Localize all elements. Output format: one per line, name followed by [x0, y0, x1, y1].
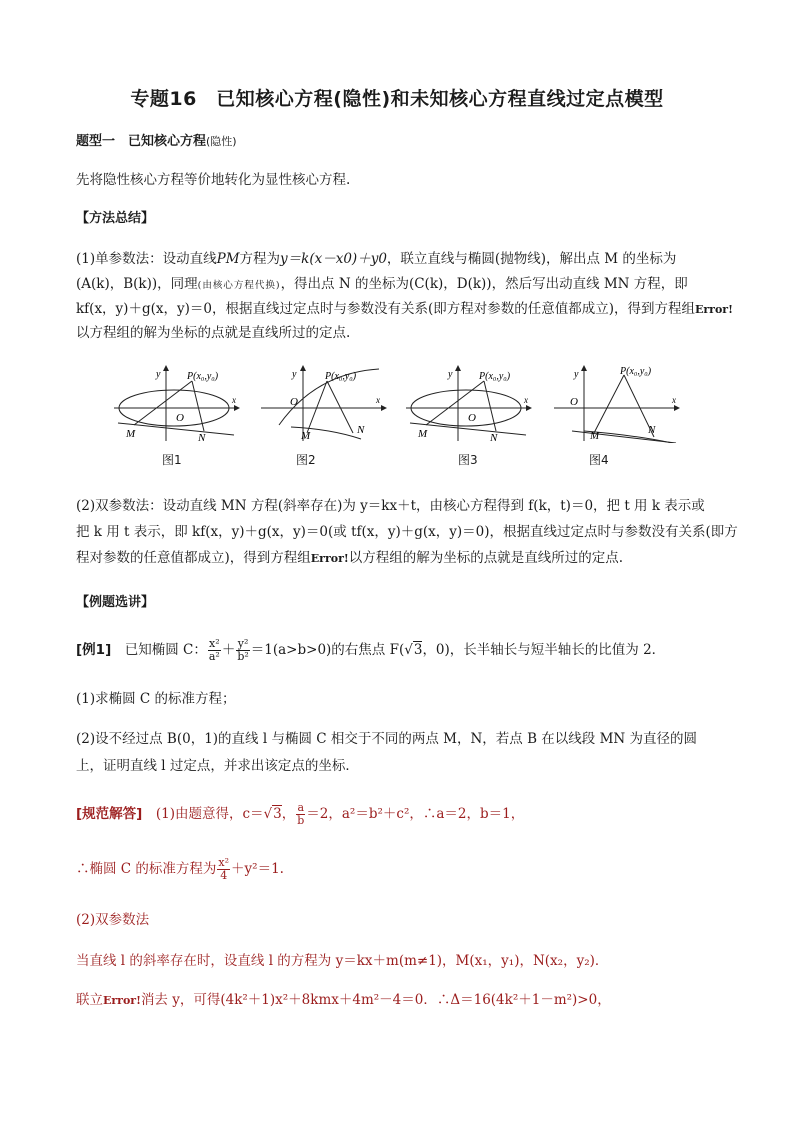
solution-line4: 当直线 l 的斜率存在时，设直线 l 的方程为 y＝kx＋m(m≠1)，M(x₁，y₁)，N(x₂，y₂)．: [76, 953, 609, 969]
fig2-o-label: O: [290, 396, 298, 408]
figure-1: [114, 363, 244, 467]
example1-q2-line2: 上，证明直线 l 过定点，并求出该定点的坐标．: [76, 758, 359, 774]
fig2-n-label: N: [357, 424, 365, 436]
fig3-p-label: P(x₀,y₀): [479, 371, 511, 382]
method1-line1: (1)单参数法：设动直线PM方程为y＝k(x－x0)＋y0，联立直线与椭圆(抛物线)，解出点 M 的坐标为: [76, 251, 677, 267]
fig1-m-label: M: [126, 428, 136, 440]
figure-1-diagram: [114, 363, 244, 443]
fig4-o-label: O: [570, 396, 578, 408]
page-title: 专题16 已知核心方程(隐性)和未知核心方程直线过定点模型: [130, 88, 664, 110]
section-intro: 先将隐性核心方程等价地转化为显性核心方程.: [76, 172, 351, 188]
solution-line2: ∴椭圆 C 的标准方程为 $\frac{\text{x²}}{4}$ ＋y²＝1.: [76, 856, 284, 882]
method1-line4: 以方程组的解为坐标的点就是直线所过的定点.: [76, 325, 351, 341]
fig4-x-label: x: [672, 395, 676, 405]
fig4-y-label: y: [574, 369, 579, 380]
solution-line1: [规范解答] (1)由题意得，c＝√3， $\frac{a}{b}$ ＝2，a²＝b²＋c²，∴a＝2，b＝1，: [76, 801, 525, 827]
figure-4-caption: 图4: [589, 453, 609, 467]
fig1-o-label: O: [176, 412, 184, 424]
figure-2: [261, 363, 391, 467]
figure-2-diagram: [261, 363, 391, 443]
fig2-m-label: M: [301, 430, 311, 442]
frac-a-b: $\frac{a}{b}$: [297, 801, 305, 827]
fig1-n-label: N: [198, 432, 206, 443]
fig1-p-label: P(x₀,y₀): [187, 371, 219, 382]
figure-4-diagram: [554, 363, 684, 443]
fig1-y-label: y: [156, 369, 161, 380]
frac-y2-b2: $\frac{\text{y²}}{\text{b²}}$: [237, 637, 249, 663]
fig4-p-label: P(x₀,y₀): [620, 366, 652, 377]
fig2-y-label: y: [292, 369, 297, 380]
fig4-m-label: M: [590, 430, 600, 442]
fig3-m-label: M: [418, 428, 428, 440]
solution-line3: (2)双参数法: [76, 912, 150, 928]
figure-1-caption: 图1: [162, 453, 182, 467]
method2-line3: 程对参数的任意值都成立)，得到方程组Error!以方程组的解为坐标的点就是直线所过的定点.: [76, 550, 624, 566]
method2-line1: (2)双参数法：设动直线 MN 方程(斜率存在)为 y＝kx＋t，由核心方程得到 f(k，t)＝0，把 t 用 k 表示或: [76, 498, 705, 514]
fig3-y-label: y: [448, 369, 453, 380]
solution-line5: 联立Error!消去 y，可得(4k²＋1)x²＋8kmx＋4m²－4＝0．∴Δ＝16(4k²＋1－m²)>0，: [76, 992, 611, 1008]
method2-line2: 把 k 用 t 表示，即 kf(x，y)＋g(x，y)＝0(或 tf(x，y)＋g(x，y)＝0)，根据直线过定点时与参数没有关系(即方: [76, 524, 738, 540]
fig1-x-label: x: [232, 395, 236, 405]
fig2-p-label: P(x₀,y₀): [325, 371, 357, 382]
method1-line2: (A(k)，B(k))，同理(由核心方程代换)，得出点 N 的坐标为(C(k)，D(k))，然后写出动直线 MN 方程，即: [76, 276, 688, 292]
frac-x2-4: $\frac{\text{x²}}{4}$: [218, 856, 230, 882]
figure-2-caption: 图2: [296, 453, 316, 467]
frac-x2-a2: $\frac{\text{x²}}{\text{a²}}$: [208, 637, 220, 663]
figure-3-caption: 图3: [458, 453, 478, 467]
figure-3: [406, 363, 536, 467]
fig3-x-label: x: [524, 395, 528, 405]
example1-q1: (1)求椭圆 C 的标准方程；: [76, 691, 236, 707]
figure-3-diagram: [406, 363, 536, 443]
example1-statement: [例1] 已知椭圆 C： $\frac{\text{x²}}{\text{a²}}$ ＋ $\frac{\text{y²}}{\text{b²}}$ ＝1(a>b>0)的右焦点 F(√3，0)，长半轴长与短半轴长的比值为 2．: [76, 637, 666, 663]
method-heading: 【方法总结】: [76, 211, 155, 226]
example1-q2-line1: (2)设不经过点 B(0，1)的直线 l 与椭圆 C 相交于不同的两点 M，N，若点 B 在以线段 MN 为直径的圆: [76, 731, 698, 747]
method1-line3: kf(x，y)＋g(x，y)＝0，根据直线过定点时与参数没有关系(即方程对参数的任意值都成立)，得到方程组Error!: [76, 301, 733, 317]
figure-4: [554, 363, 684, 467]
example-heading: 【例题选讲】: [76, 595, 155, 610]
fig2-x-label: x: [376, 395, 380, 405]
fig3-o-label: O: [468, 412, 476, 424]
fig4-n-label: N: [648, 424, 656, 436]
section-heading: 题型一 已知核心方程(隐性): [76, 134, 237, 149]
figure-row: [76, 363, 736, 471]
fig3-n-label: N: [490, 432, 498, 443]
